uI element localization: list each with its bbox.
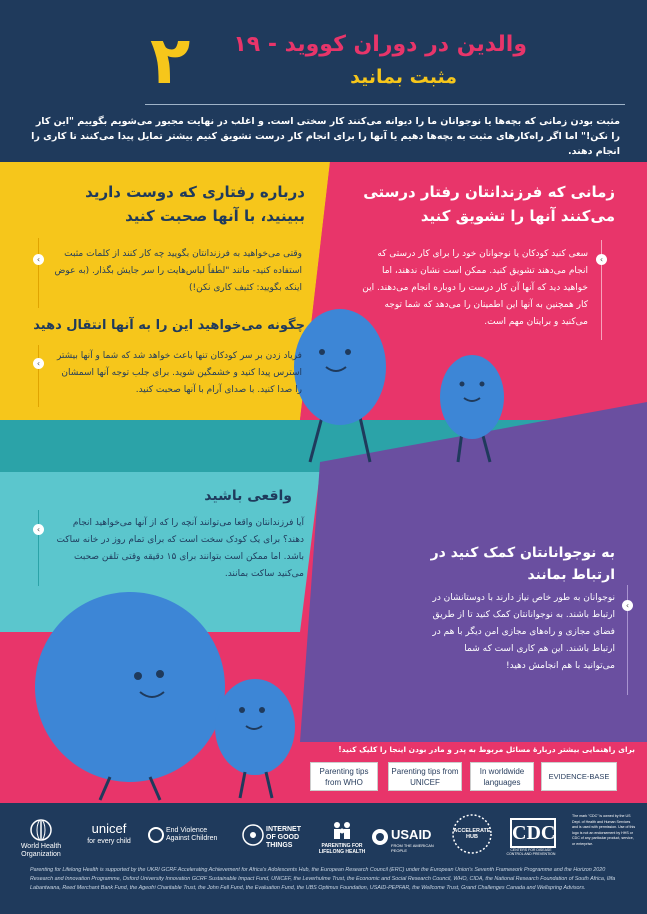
- chevron-left-icon: ‹: [596, 254, 607, 265]
- cdc-tagline: CENTERS FOR DISEASE CONTROL AND PREVENTION: [506, 848, 556, 856]
- yellow-rule-1: [38, 238, 39, 308]
- unicef-tagline: for every child: [87, 838, 131, 845]
- logo-cdc: CDC: [510, 818, 556, 848]
- body-teens: نوجوانان به طور خاص نیاز دارند با دوستانشان در ارتباط باشند. به نوجوانانتان کمک کنید تا از طریق فضای مجازی و راه‌های مجازی امن دیگر با هم در ارتباط باشند. این هم کاری است که شما می‌توانید با هم انجامش دهید!: [432, 593, 615, 671]
- yellow-rule-2: [38, 345, 39, 407]
- body-realistic: آیا فرزندانتان واقعا می‌توانند آنچه را که از آنها می‌خواهید انجام دهند؟ برای یک کودک سخت است که برای تمام روز در خانه ساکت باشد. اما ممکن است بتوانند برای ۱۵ دقیقه وقتی تلفن صحبت می‌کنید ساکت بمانند.: [56, 518, 304, 579]
- heading-realistic: واقعی باشید: [204, 488, 292, 504]
- logo-accelerate-hub: ACCELERATE HUB: [453, 828, 491, 840]
- logo-plh: PARENTING FOR LIFELONG HEALTH: [318, 843, 366, 855]
- heading-teens: به نوجوانانتان کمک کنید در ارتباط بمانند: [430, 545, 615, 583]
- logo-unicef: unicef: [91, 821, 127, 836]
- chevron-left-icon: ‹: [33, 358, 44, 369]
- plh-family-icon: [330, 818, 354, 842]
- logo-who: World Health Organization: [20, 843, 62, 858]
- usaid-tagline: FROM THE AMERICAN PEOPLE: [391, 843, 434, 853]
- heading-praise: زمانی که فرزندانتان رفتار درستی می‌کنند آنها را تشویق کنید: [363, 183, 615, 225]
- who-emblem-icon: [28, 818, 54, 842]
- chevron-left-icon: ‹: [622, 600, 633, 611]
- link-worldwide-languages[interactable]: In worldwide languages: [470, 762, 534, 791]
- heading-say-what-you-want: درباره رفتاری که دوست دارید ببینید، با آنها صحبت کنید: [85, 183, 305, 225]
- cdc-notice: The mark "CDC" is owned by the US Dept. of Health and Human Services and is used with permission. Use of this logo is not an endorsement by HHS or CDC of any particular product, service, or enterprise.: [572, 814, 636, 846]
- intro-text: مثبت بودن زمانی که بچه‌ها یا نوجوانان ما را دیوانه می‌کنند کار سختی است. و اغلب در نهایت مجبور می‌شویم بگوییم "این کار را نکن!" اما اگر راه‌کارهای مثبت به بچه‌ها دهیم یا آنها را برای انجام کار درست تشویق کنیم بیشتر تمایل پیدا می‌کنند تا کاری را انجام دهند.: [31, 116, 620, 157]
- logo-end-violence: End Violence Against Children: [166, 827, 218, 842]
- chevron-left-icon: ‹: [33, 254, 44, 265]
- link-evidence-base[interactable]: EVIDENCE-BASE: [541, 762, 617, 791]
- logo-usaid: USAID: [391, 827, 432, 842]
- logo-internet-good-things: INTERNET OF GOOD THINGS: [266, 826, 301, 849]
- tip-number: ۲: [150, 22, 191, 99]
- internet-good-things-icon: [240, 822, 266, 848]
- links-prompt: برای راهنمایی بیشتر دربارهٔ مسائل مربوط به پدر و مادر بودن اینجا را کلیک کنید!: [338, 745, 635, 754]
- page-title: والدین در دوران کووید - ۱۹: [233, 32, 527, 57]
- body-praise: سعی کنید کودکان یا نوجوانان خود را برای کار درستی که انجام می‌دهند تشویق کنید. ممکن است نشان ندهند، اما خواهید دید که آنها آن کار درست را دوباره انجام می‌دهند. این کار همچنین به آنها این اطمینان را می‌دهد که شما توجه می‌کنید و برایتان مهم است.: [362, 249, 588, 327]
- link-who-tips[interactable]: Parenting tips from WHO: [310, 762, 378, 791]
- chevron-left-icon: ‹: [33, 524, 44, 535]
- page-subtitle: مثبت بمانید: [350, 66, 457, 88]
- usaid-seal-icon: [371, 828, 389, 846]
- end-violence-icon: [147, 826, 165, 844]
- link-unicef-tips[interactable]: Parenting tips from UNICEF: [388, 762, 462, 791]
- heading-how-you-say-it: چگونه می‌خواهید این را به آنها انتقال دهید: [33, 318, 305, 333]
- teal-rule: [38, 510, 39, 586]
- funding-credits: Parenting for Lifelong Health is supported by the UKRI GCRF Accelerating Achievement for Africa's Adolescents Hub, the European Research Council (ERC) under the European Union's Seventh Framework Programme and the Horizon 2020 Research and Innovation Programme, Oxford University Innovation GCRF Sustainable Impact Fund, UNICEF, the Leverhulme Trust, the Economic and Social Research Council, WHO, CIDA, the National Research Foundation of South Africa, Ilifa Labantwana, Reed Merchant Bank Fund, the Ageofri Charitable Trust, the John Fell Fund, the Evaluation Fund, the UBS Optimus Foundation, USAID-PEPFAR, the Wellcome Trust, Grand Challenges Canada and Wellspring Advisors.: [30, 867, 616, 891]
- body-say-what-you-want: وقتی می‌خواهید به فرزندانتان بگویید چه کار کنند از کلمات مثبت استفاده کنید- مانند "لطفاً لباس‌هایت را سر جایش بگذار. (به عوض اینکه بگویید: کثیف کاری نکن!): [54, 249, 302, 293]
- body-how-you-say-it: فریاد زدن بر سر کودکان تنها باعث خواهد شد که شما و آنها بیشتر استرس پیدا کنید و خشمگین شوید. برای جلب توجه آنها اسمشان را صدا کنید. با صدای آرام با آنها صحبت کنید.: [56, 351, 302, 395]
- header-divider: [145, 104, 625, 105]
